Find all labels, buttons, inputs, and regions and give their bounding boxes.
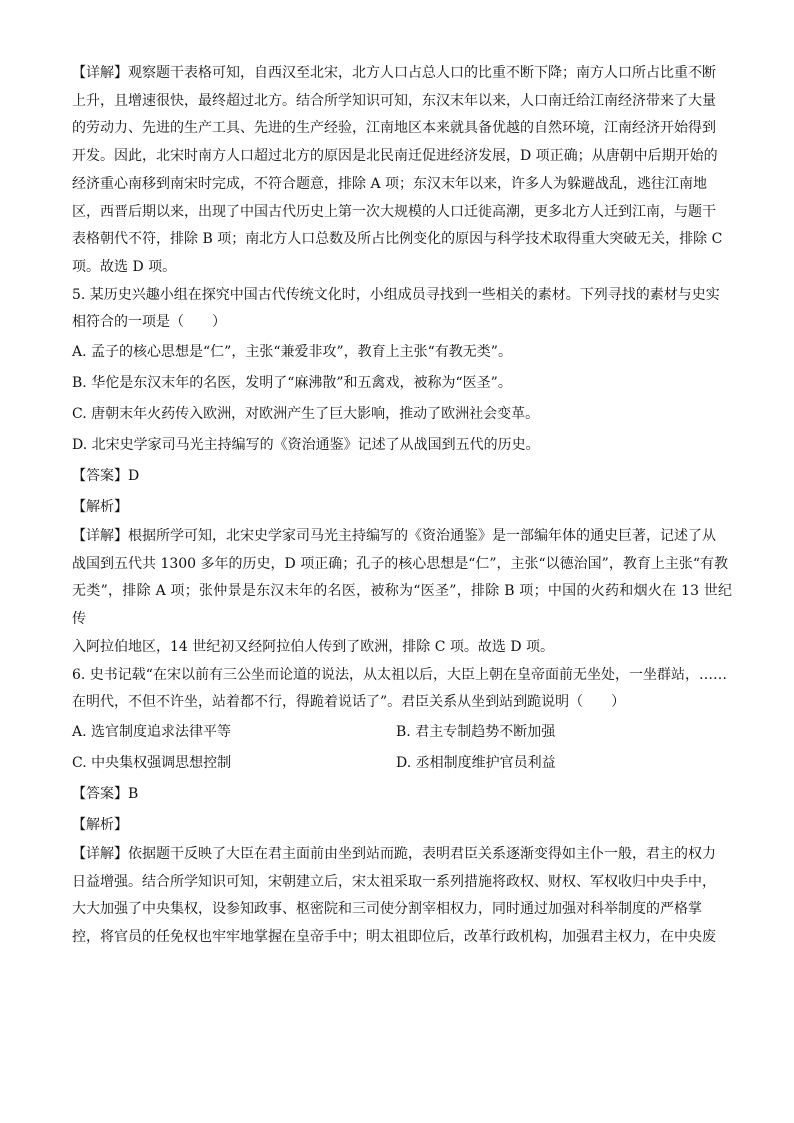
option-b: B. 君主专制趋势不断加强 bbox=[396, 723, 556, 740]
option-c: C. 中央集权强调思想控制 bbox=[72, 754, 232, 771]
question-stem-line: 5. 某历史兴趣小组在探究中国古代传统文化时，小组成员寻找到一些相关的素材。下列寻找的素材与史实 bbox=[72, 286, 720, 303]
question-stem-line: 相符合的一项是（ ） bbox=[72, 314, 226, 331]
option-a: A. 选官制度追求法律平等 bbox=[72, 723, 232, 740]
detail-line: 日益增强。结合所学知识可知，宋朝建立后，宋太祖采取一系列措施将政权、财权、军权收归中央手中， bbox=[72, 873, 716, 890]
question-stem-line: 在明代，不但不许坐，站着都不行，得跪着说话了”。君臣关系从坐到站到跪说明（ ） bbox=[72, 694, 626, 711]
detail-line: 大大加强了中央集权，设参知政事、枢密院和三司使分割宰相权力，同时通过加强对科举制度的严格掌 bbox=[72, 901, 702, 918]
detail-line: 控，将官员的任免权也牢牢地掌握在皇帝手中；明太祖即位后，改革行政机构，加强君主权力，在中央废 bbox=[72, 929, 716, 946]
text-line: 上升，且增速很快，最终超过北方。结合所学知识可知，东汉末年以来，人口南迁给江南经济带来了大量 bbox=[72, 92, 716, 109]
text-line: 项。故选 D 项。 bbox=[72, 258, 177, 275]
question-5 bbox=[72, 282, 732, 662]
answer-label: 【答案】D bbox=[72, 468, 140, 485]
detail-line: 【详解】根据所学可知，北宋史学家司马光主持编写的《资治通鉴》是一部编年体的通史巨著，记述了从 bbox=[72, 528, 716, 545]
document-page bbox=[72, 60, 732, 952]
text-line: 开发。因此，北宋时南方人口超过北方的原因是北民南迁促进经济发展，D 项正确；从唐朝中后期开始的 bbox=[72, 148, 718, 165]
detail-line: 入阿拉伯地区，14 世纪初又经阿拉伯人传到了欧洲，排除 C 项。故选 D 项。 bbox=[72, 638, 555, 655]
answer-label: 【答案】B bbox=[72, 785, 139, 802]
detail-line: 战国到五代共 1300 多年的历史，D 项正确；孔子的核心思想是“仁”，主张“以德治国”，教育上主张“有教 bbox=[72, 555, 728, 572]
option-a: A. 孟子的核心思想是“仁”，主张“兼爱非攻”，教育上主张“有教无类”。 bbox=[72, 344, 512, 361]
text-line: 表格朝代不符，排除 B 项；南北方人口总数及所占比例变化的原因与科学技术取得重大突破无关，排除 C bbox=[72, 231, 723, 248]
text-line: 区，西晋后期以来，出现了中国古代历史上第一次大规模的人口迁徙高潮，更多北方人迁到江南，与题干 bbox=[72, 203, 716, 220]
question-stem-line: 6. 史书记载“在宋以前有三公坐而论道的说法，从太祖以后，大臣上朝在皇帝面前无坐处，一坐群站，…… bbox=[72, 666, 727, 683]
options-row bbox=[72, 717, 732, 748]
question-6 bbox=[72, 662, 732, 952]
option-d: D. 北宋史学家司马光主持编写的《资治通鉴》记述了从战国到五代的历史。 bbox=[72, 437, 540, 454]
text-line: 的劳动力、先进的生产工具、先进的生产经验，江南地区本来就具备优越的自然环境，江南经济开始得到 bbox=[72, 120, 716, 137]
q4-analysis bbox=[72, 60, 732, 282]
option-d: D. 丞相制度维护官员利益 bbox=[396, 754, 556, 771]
detail-line: 无类”，排除 A 项；张仲景是东汉末年的名医，被称为“医圣”，排除 B 项；中国的火药和烟火在 13 世纪传 bbox=[72, 583, 732, 628]
analysis-label: 【解析】 bbox=[72, 499, 128, 516]
analysis-label: 【解析】 bbox=[72, 816, 128, 833]
option-c: C. 唐朝末年火药传入欧洲，对欧洲产生了巨大影响，推动了欧洲社会变革。 bbox=[72, 406, 540, 423]
options-row bbox=[72, 748, 732, 779]
text-line: 【详解】观察题干表格可知，自西汉至北宋，北方人口占总人口的比重不断下降；南方人口所占比重不断 bbox=[72, 65, 716, 81]
option-b: B. 华佗是东汉末年的名医，发明了“麻沸散”和五禽戏，被称为“医圣”。 bbox=[72, 375, 512, 392]
detail-line: 【详解】依据题干反映了大臣在君主面前由坐到站而跪，表明君臣关系逐渐变得如主仆一般，君主的权力 bbox=[72, 845, 716, 862]
text-line: 经济重心南移到南宋时完成，不符合题意，排除 A 项；东汉末年以来，许多人为躲避战乱，逃往江南地 bbox=[72, 175, 708, 192]
